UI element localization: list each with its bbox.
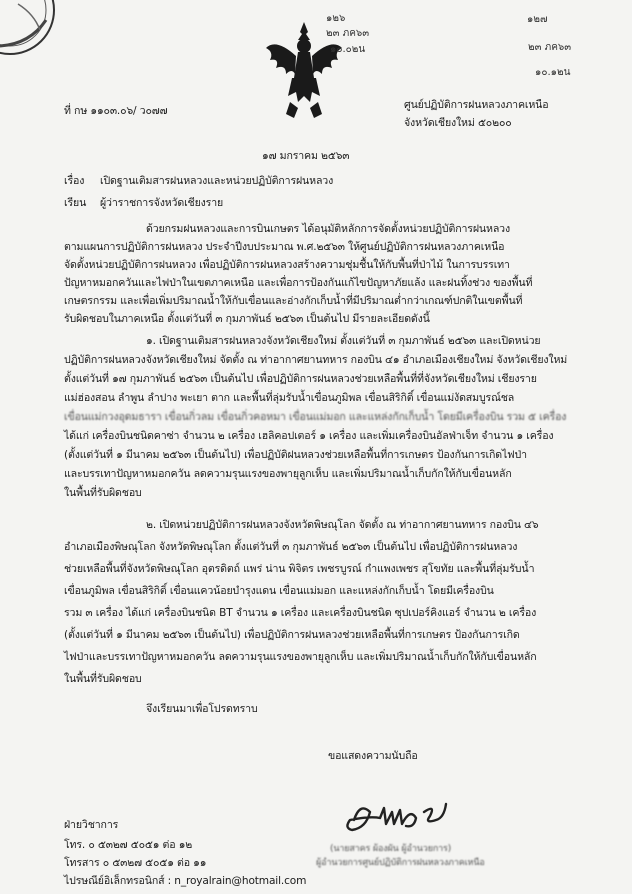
body-line: ปัญหาหมอกควันและไฟป่าในเขตภาคเหนือ และเพื่อการป้องกันแก้ไขปัญหาภัยแล้ง และฝนทิ้งช่วง ของพื้นที่: [64, 277, 533, 289]
body-line: ได้แก่ เครื่องบินชนิดคาซ่า จำนวน ๒ เครื่อง เฮลิคอปเตอร์ ๑ เครื่อง และเพิ่มเครื่องบินอัลฟ่าเจ็ท จำนวน ๑ เครื่อง: [64, 430, 554, 442]
body-line: ในพื้นที่รับผิดชอบ: [64, 673, 142, 685]
body-line: อำเภอเมืองพิษณุโลก จังหวัดพิษณุโลก ตั้งแต่วันที่ ๓ กุมภาพันธ์ ๒๕๖๓ เป็นต้นไป เพื่อปฏิบัติการฝนหลวง: [64, 541, 518, 553]
body-line: (ตั้งแต่วันที่ ๑ มีนาคม ๒๕๖๓ เป็นต้นไป) เพื่อปฏิบัติฝนหลวงช่วยเหลือพื้นที่การเกษตร ป้องกันการเกิดไฟป่า: [64, 449, 527, 461]
body-line: (ตั้งแต่วันที่ ๑ มีนาคม ๒๕๖๓ เป็นต้นไป) เพื่อปฏิบัติการฝนหลวงช่วยเหลือพื้นที่การเกษตร ป้องกันการเกิด: [64, 629, 520, 641]
fax-text: โทรสาร ๐ ๕๓๒๗ ๕๐๕๑ ต่อ ๑๑: [64, 857, 207, 869]
body-line: ตั้งแต่วันที่ ๑๗ กุมภาพันธ์ ๒๕๖๓ เป็นต้นไป เพื่อปฏิบัติการฝนหลวงช่วยเหลือพื้นที่ที่จังหวัดเชียงใหม่ เชียงราย: [64, 373, 537, 385]
subject-text: เปิดฐานเติมสารฝนหลวงและหน่วยปฏิบัติการฝนหลวง: [100, 175, 334, 187]
body-line: ๒. เปิดหน่วยปฏิบัติการฝนหลวงจังหวัดพิษณุโลก จัดตั้ง ณ ท่าอากาศยานทหาร กองบิน ๔๖: [146, 519, 539, 531]
handwritten-right-date: ๒๓ ภค๖๓: [528, 42, 572, 53]
office-name: ศูนย์ปฏิบัติการฝนหลวงภาคเหนือ: [404, 99, 549, 111]
handwritten-left-date: ๒๓ ภค๖๓: [326, 28, 370, 39]
body-line: ในพื้นที่รับผิดชอบ: [64, 487, 142, 499]
signer-position: ผู้อำนวยการศูนย์ปฏิบัติการฝนหลวงภาคเหนือ: [316, 858, 485, 868]
to-text: ผู้ว่าราชการจังหวัดเชียงราย: [100, 197, 224, 209]
body-line: รับผิดชอบในภาคเหนือ ตั้งแต่วันที่ ๓ กุมภาพันธ์ ๒๕๖๓ เป็นต้นไป มีรายละเอียดดังนี้: [64, 313, 430, 325]
body-line: ด้วยกรมฝนหลวงและการบินเกษตร ได้อนุมัติหลักการจัดตั้งหน่วยปฏิบัติการฝนหลวง: [146, 223, 510, 235]
body-line: ไฟป่าและบรรเทาปัญหาหมอกควัน ลดความรุนแรงของพายุลูกเห็บ และเพิ่มปริมาณน้ำเก็บกักให้กับเขื่อนหลัก: [64, 651, 537, 663]
body-line: ตามแผนการปฏิบัติการฝนหลวง ประจำปีงบประมาณ พ.ศ.๒๕๖๓ ให้ศูนย์ปฏิบัติการฝนหลวงภาคเหนือ: [64, 241, 505, 253]
regards-text: ขอแสดงความนับถือ: [328, 750, 418, 762]
closing-text: จึงเรียนมาเพื่อโปรดทราบ: [146, 703, 258, 715]
to-label: เรียน: [64, 197, 87, 209]
handwritten-right-no: ๑๒๗: [527, 14, 548, 25]
corner-seal-icon: [0, 0, 64, 64]
body-line: ปฏิบัติการฝนหลวงจังหวัดเชียงใหม่ จัดตั้ง ณ ท่าอากาศยานทหาร กองบิน ๔๑ อำเภอเมืองเชียงใหม่ จังหวัดเชียงใหม่: [64, 354, 568, 366]
body-line: เขื่อนแม่กวงอุดมธารา เขื่อนกิ่วลม เขื่อนกิ่วคอหมา เขื่อนแม่มอก และแหล่งกักเก็บน้ำ โดยมีเครื่องบิน รวม ๕ เครื่อง: [64, 411, 567, 423]
subject-label: เรื่อง: [64, 175, 85, 187]
signature-icon: [340, 798, 450, 838]
body-line: แม่ฮ่องสอน ลำพูน ลำปาง พะเยา ตาก และพื้นที่ลุ่มรับน้ำเขื่อนภูมิพล เขื่อนสิริกิติ์ เขื่อนแม่งัดสมบูรณ์ชล: [64, 392, 515, 404]
department-label: ฝ่ายวิชาการ: [64, 819, 119, 831]
body-line: จัดตั้งหน่วยปฏิบัติการฝนหลวง เพื่อปฏิบัติการฝนหลวงสร้างความชุ่มชื้นให้กับพื้นที่ป่าไม้ ในการบรรเทา: [64, 259, 510, 271]
document-number: ที่ กษ ๑๑๐๓.๐๖/ ว๐๗๗: [64, 105, 168, 117]
handwritten-left-no: ๑๒๖: [326, 13, 346, 24]
email-text: ไปรษณีย์อิเล็กทรอนิกส์ : n_royalrain@hotmail.com: [64, 875, 307, 887]
body-line: เกษตรกรรม และเพื่อเพิ่มปริมาณน้ำให้กับเขื่อนและอ่างกักเก็บน้ำที่มีปริมาณต่ำกว่าเกณฑ์ปกติในเขตพื้นที่: [64, 295, 523, 307]
phone-text: โทร. ๐ ๕๓๒๗ ๕๐๕๑ ต่อ ๑๒: [64, 839, 193, 851]
handwritten-left-time: ๑๐.๐๒น: [330, 44, 366, 55]
office-address: จังหวัดเชียงใหม่ ๕๐๒๐๐: [404, 117, 512, 129]
document-date: ๑๗ มกราคม ๒๕๖๓: [262, 150, 350, 162]
body-line: และบรรเทาปัญหาหมอกควัน ลดความรุนแรงของพายุลูกเห็บ และเพิ่มปริมาณน้ำเก็บกักให้กับเขื่อนหลัก: [64, 468, 512, 480]
body-line: รวม ๓ เครื่อง ได้แก่ เครื่องบินชนิด BT จำนวน ๑ เครื่อง และเครื่องบินชนิด ซุปเปอร์คิงแอร์ จำนวน ๒ เครื่อง: [64, 607, 537, 619]
body-line: เขื่อนภูมิพล เขื่อนสิริกิติ์ เขื่อนแควน้อยบำรุงแดน เขื่อนแม่มอก และแหล่งกักเก็บน้ำ โดยมีเครื่องบิน: [64, 585, 494, 597]
handwritten-right-time: ๑๐.๑๒น: [535, 67, 571, 78]
signer-name: (นายสาคร ผ้องผัน ผู้อำนวยการ): [330, 844, 452, 854]
body-line: ๑. เปิดฐานเติมสารฝนหลวงจังหวัดเชียงใหม่ ตั้งแต่วันที่ ๓ กุมภาพันธ์ ๒๕๖๓ และเปิดหน่วย: [146, 335, 541, 347]
body-line: ช่วยเหลือพื้นที่จังหวัดพิษณุโลก อุตรดิตถ์ แพร่ น่าน พิจิตร เพชรบูรณ์ กำแพงเพชร สุโขทัย และพื้นที่ลุ่มรับน้ำ: [64, 563, 535, 575]
